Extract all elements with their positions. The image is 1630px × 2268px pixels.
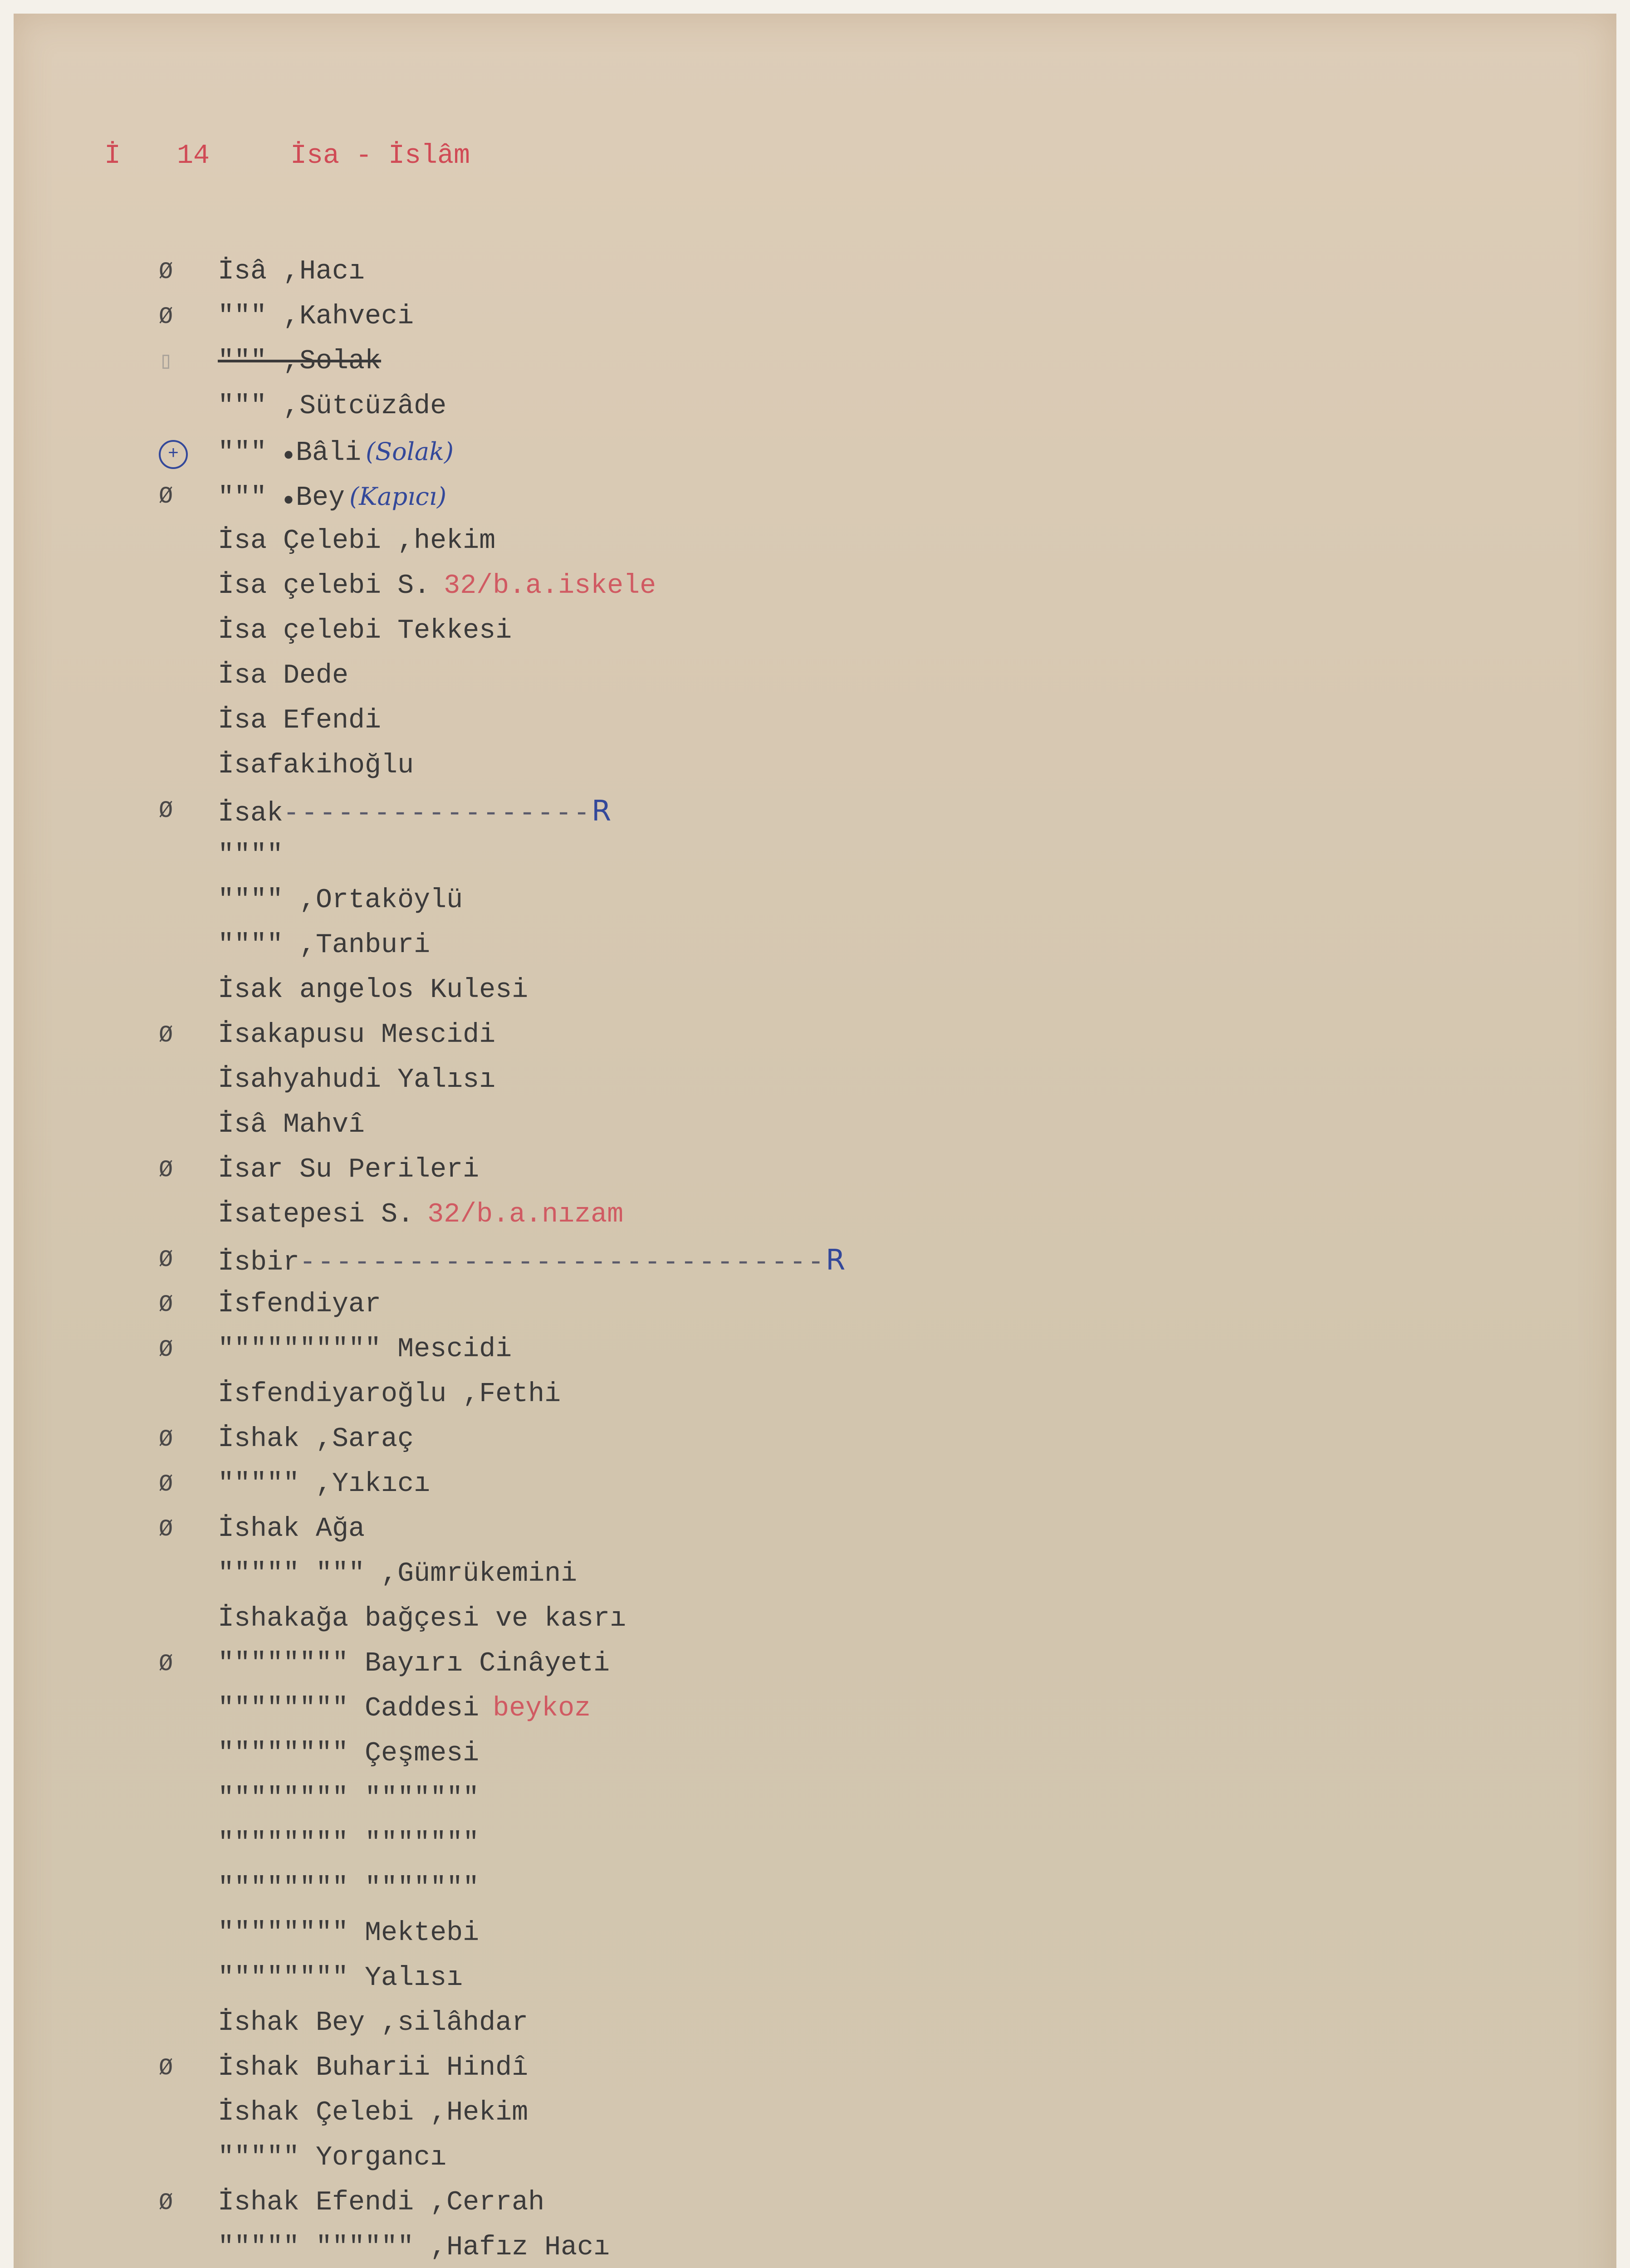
entry-label: """"" ,Yıkıcı (218, 1469, 431, 1500)
entry-mark: Ø (159, 1516, 173, 1543)
entry-row (159, 1327, 1520, 1372)
entry-row (159, 564, 1520, 609)
entry-row (159, 609, 1520, 654)
handwritten-r-mark: R (592, 794, 612, 827)
entry-label: """" ,Ortaköylü (218, 885, 463, 916)
entry-row (159, 429, 1520, 474)
entry-mark: Ø (159, 2055, 173, 2082)
entry-text (218, 429, 454, 478)
entry-row (159, 1462, 1520, 1507)
entry-mark: Ø (159, 1471, 173, 1498)
entry-label: İshakağa bağçesi ve kasrı (218, 1603, 627, 1634)
entry-row (159, 2046, 1520, 2091)
entry-row (159, 339, 1520, 384)
entry-label: İsfendiyar (218, 1289, 382, 1320)
entry-list (159, 249, 1520, 2268)
ink-dot: ● (283, 445, 294, 466)
entry-text (218, 1372, 561, 1417)
entry-mark: ▯ (159, 348, 173, 375)
entry-text (218, 2180, 544, 2225)
entry-row (159, 1911, 1520, 1956)
entry-text (218, 1911, 479, 1956)
entry-label: """ (218, 438, 284, 469)
entry-label: İsfendiyaroğlu ,Fethi (218, 1379, 561, 1410)
entry-text (218, 1013, 495, 1058)
entry-row (159, 2136, 1520, 2180)
entry-text (218, 1327, 512, 1372)
entry-label: İsafakihoğlu (218, 750, 414, 781)
entry-text (218, 2001, 528, 2046)
entry-label: İsa Efendi (218, 705, 382, 736)
entry-row (159, 699, 1520, 743)
handwritten-note: (Kapıcı) (349, 482, 447, 511)
entry-row (159, 474, 1520, 519)
entry-row (159, 1237, 1520, 1282)
entry-text (218, 2046, 528, 2091)
entry-label: İshak Bey ,silâhdar (218, 2008, 529, 2038)
entry-row (159, 1686, 1520, 1731)
entry-mark: Ø (159, 303, 173, 330)
entry-row (159, 1417, 1520, 1462)
entry-label: """""""" """"""" (218, 1873, 480, 1904)
entry-row (159, 1866, 1520, 1911)
entry-text (218, 1462, 430, 1507)
leader-dots: ----------------- (283, 798, 592, 829)
header-letter: İ (104, 141, 121, 171)
entry-label: """""""" Çeşmesi (218, 1738, 480, 1769)
entry-label: İshak Efendi ,Cerrah (218, 2187, 545, 2218)
entry-row (159, 1148, 1520, 1193)
entry-row (159, 294, 1520, 339)
entry-row (159, 249, 1520, 294)
entry-text (218, 339, 381, 384)
entry-row (159, 1507, 1520, 1552)
entry-label: İsakapusu Mescidi (218, 1020, 496, 1051)
red-typed-note: 32/b.a.nızam (427, 1199, 624, 1230)
entry-row (159, 833, 1520, 878)
entry-text (218, 2136, 446, 2180)
handwritten-r-mark: R (826, 1243, 846, 1276)
entry-text (218, 1552, 577, 1597)
entry-row (159, 2225, 1520, 2268)
entry-row (159, 1552, 1520, 1597)
entry-row (159, 1821, 1520, 1866)
entry-text (218, 968, 528, 1013)
entry-label: """""""""" Mescidi (218, 1334, 512, 1365)
circled-plus-mark: + (159, 440, 188, 469)
entry-mark: Ø (159, 259, 173, 285)
entry-label-suffix: Bey (296, 483, 345, 513)
entry-text (218, 1148, 479, 1193)
entry-label: """""""" """"""" (218, 1783, 480, 1814)
entry-label: İsbir (218, 1247, 300, 1278)
entry-text (218, 1821, 479, 1866)
entry-label: """"" """ ,Gümrükemini (218, 1559, 578, 1589)
entry-row (159, 1731, 1520, 1776)
entry-row (159, 654, 1520, 699)
entry-mark: Ø (159, 1022, 173, 1049)
entry-row (159, 2001, 1520, 2046)
entry-row (159, 1642, 1520, 1686)
entry-label: İsak (218, 798, 284, 829)
entry-label: İshak Ağa (218, 1514, 365, 1545)
entry-row (159, 1103, 1520, 1148)
entry-label-suffix: Bâli (296, 438, 362, 469)
entry-row (159, 1597, 1520, 1642)
entry-label: İshak Çelebi ,Hekim (218, 2097, 529, 2128)
entry-text (218, 384, 446, 429)
entry-text (218, 1282, 381, 1327)
entry-label: İsahyahudi Yalısı (218, 1065, 496, 1095)
entry-text (218, 249, 365, 294)
entry-row (159, 923, 1520, 968)
entry-text (218, 1237, 845, 1286)
entry-mark: Ø (159, 1336, 173, 1363)
entry-text (218, 654, 348, 699)
entry-label: İsâ ,Hacı (218, 256, 365, 287)
entry-label: """""""" """"""" (218, 1828, 480, 1859)
entry-label: """"" Yorgancı (218, 2142, 447, 2173)
entry-text (218, 833, 283, 878)
entry-label: İsatepesi S. (218, 1199, 414, 1230)
entry-text (218, 1956, 463, 2001)
entry-mark: Ø (159, 1157, 173, 1183)
entry-row (159, 788, 1520, 833)
entry-label: """" (218, 840, 284, 871)
entry-text (218, 699, 381, 743)
entry-row (159, 1013, 1520, 1058)
entry-label: İsak angelos Kulesi (218, 975, 529, 1006)
entry-label: İshak Buharii Hindî (218, 2053, 529, 2083)
leader-dots: ----------------------------- (299, 1247, 826, 1278)
entry-row (159, 2091, 1520, 2136)
entry-label: İshak ,Saraç (218, 1424, 414, 1455)
entry-row (159, 1776, 1520, 1821)
entry-mark: Ø (159, 797, 173, 824)
header-number: 14 (177, 141, 210, 171)
entry-row (159, 878, 1520, 923)
entry-label: """""""" Yalısı (218, 1963, 463, 1994)
entry-label: """" ,Tanburi (218, 930, 431, 961)
entry-label: İsa Dede (218, 660, 349, 691)
entry-row (159, 384, 1520, 429)
entry-label: """""""" Mektebi (218, 1918, 480, 1949)
entry-text (218, 1731, 479, 1776)
entry-text (218, 878, 463, 923)
entry-mark: Ø (159, 1246, 173, 1273)
entry-label: """ ,Kahveci (218, 301, 414, 332)
entry-text (218, 1507, 365, 1552)
entry-text (218, 1058, 495, 1103)
entry-text (218, 2091, 528, 2136)
entry-text (218, 1776, 479, 1821)
entry-row (159, 1058, 1520, 1103)
entry-label: İsâ Mahvî (218, 1110, 365, 1140)
entry-text (218, 294, 414, 339)
entry-row (159, 743, 1520, 788)
entry-text (218, 1866, 479, 1911)
entry-row (159, 2180, 1520, 2225)
header-title: İsa - İslâm (290, 141, 470, 171)
entry-text (218, 609, 512, 654)
entry-mark: Ø (159, 1426, 173, 1453)
entry-row (159, 1282, 1520, 1327)
entry-label: """ ,Sütcüzâde (218, 391, 447, 422)
entry-text (218, 564, 656, 609)
entry-text (218, 923, 430, 968)
handwritten-note: (Solak) (366, 437, 454, 466)
entry-mark: Ø (159, 1291, 173, 1318)
entry-text (218, 1193, 623, 1237)
entry-label: """""""" Caddesi (218, 1693, 480, 1724)
entry-text (218, 743, 414, 788)
entry-text (218, 1103, 365, 1148)
entry-text (218, 1686, 591, 1731)
entry-mark: Ø (159, 483, 173, 510)
entry-text (218, 474, 446, 523)
entry-label: İsa Çelebi ,hekim (218, 526, 496, 557)
entry-label: """"" """""" ,Hafız Hacı (218, 2232, 610, 2263)
red-typed-note: 32/b.a.iskele (444, 571, 656, 601)
card-header (104, 141, 470, 171)
entry-row (159, 1372, 1520, 1417)
entry-text (218, 519, 495, 564)
red-typed-note: beykoz (493, 1693, 591, 1724)
entry-mark: Ø (159, 1651, 173, 1677)
typewritten-card (14, 14, 1616, 2268)
entry-label: İsar Su Perileri (218, 1154, 480, 1185)
entry-text (218, 1642, 610, 1686)
entry-text (218, 1417, 414, 1462)
entry-row (159, 1193, 1520, 1237)
entry-label: """ ,Solak (218, 346, 382, 377)
entry-row (159, 1956, 1520, 2001)
entry-text (218, 1597, 626, 1642)
entry-text (218, 2225, 610, 2268)
entry-row (159, 519, 1520, 564)
ink-dot: ● (283, 490, 294, 511)
entry-mark: Ø (159, 2190, 173, 2216)
entry-label: İsa çelebi Tekkesi (218, 616, 512, 646)
entry-label: """ (218, 483, 284, 513)
entry-label: """""""" Bayırı Cinâyeti (218, 1648, 610, 1679)
entry-label: İsa çelebi S. (218, 571, 431, 601)
entry-text (218, 788, 611, 836)
entry-row (159, 968, 1520, 1013)
